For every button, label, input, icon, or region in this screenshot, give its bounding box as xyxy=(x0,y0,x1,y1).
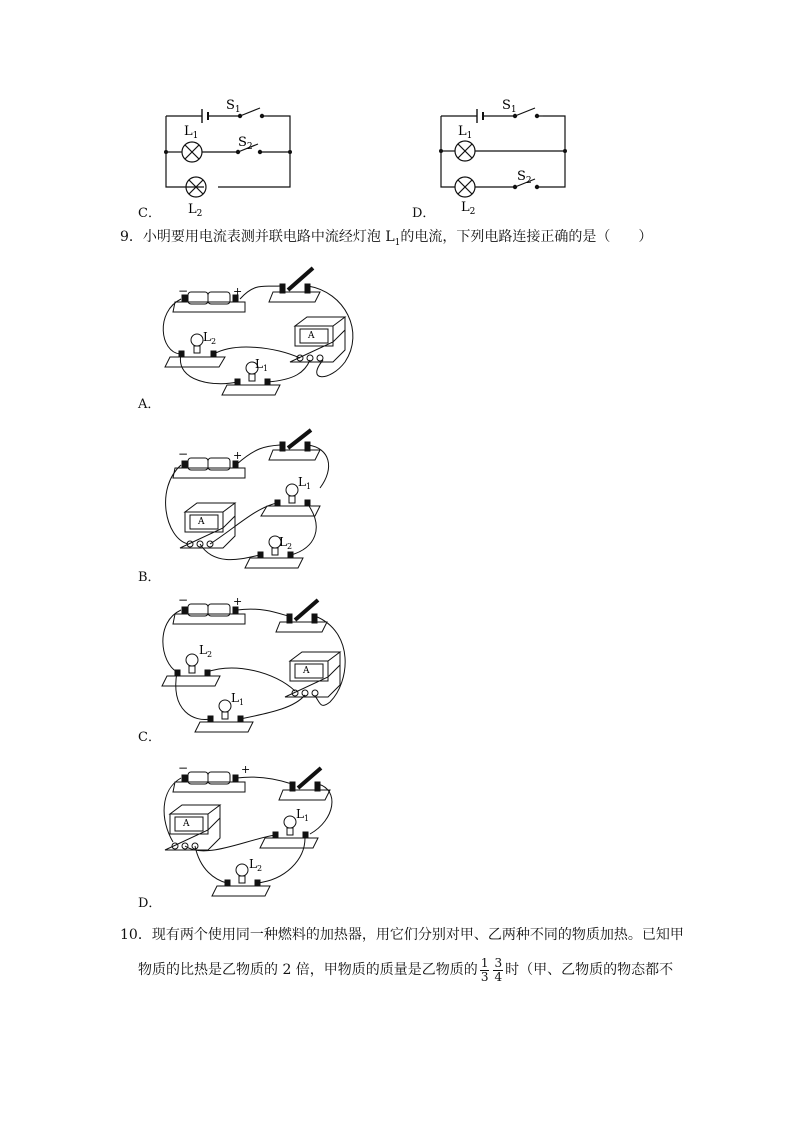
circuit-diagram-c xyxy=(150,95,310,219)
circuit-diagram-d xyxy=(425,95,585,217)
label-s2: $S_2$ xyxy=(238,135,253,152)
q9-option-c-label: C． xyxy=(138,730,161,745)
label-s1: $S_1$ xyxy=(502,98,517,115)
label-l1: $L_1$ xyxy=(231,691,245,707)
question-number: 9． xyxy=(120,229,143,245)
q9-option-a-label: A． xyxy=(138,397,161,412)
svg-text:−: − xyxy=(178,284,189,298)
option-c-label-top: C． xyxy=(138,206,161,221)
label-l1: $L_1$ xyxy=(458,124,473,141)
svg-text:A: A xyxy=(303,666,310,676)
fraction-2: $\frac{3}{4}$ xyxy=(494,955,503,984)
svg-text:A: A xyxy=(183,819,190,829)
svg-text:+: + xyxy=(241,763,251,776)
label-l1: $L_1$ xyxy=(296,807,310,823)
label-l2: $L_2$ xyxy=(461,200,476,217)
label-l1: $L_1$ xyxy=(255,357,269,373)
label-l2: $L_2$ xyxy=(279,535,293,551)
svg-text:−: − xyxy=(178,593,189,607)
label-l1: $L_1$ xyxy=(298,475,312,491)
question-9-stem: 9．小明要用电流表测并联电路中流经灯泡 $L_1$的电流，下列电路连接正确的是（ ） xyxy=(120,229,653,248)
svg-text:−: − xyxy=(178,447,189,461)
question-number: 10． xyxy=(120,927,152,943)
label-s2: $S_2$ xyxy=(517,169,532,186)
q9-figure-c xyxy=(155,592,355,742)
label-l2: $L_2$ xyxy=(188,202,203,219)
q9-figure-d xyxy=(155,760,355,910)
question-10-line-1: 10．现有两个使用同一种燃料的加热器，用它们分别对甲、乙两种不同的物质加热。已知甲 xyxy=(120,927,684,943)
q9-option-d-label: D． xyxy=(138,896,162,911)
question-10-line-2: 物质的比热是乙物质的 2 倍，甲物质的质量是乙物质的 $\frac{1}{3}$ $\frac{3}{4}$ 时（甲、乙物质的物态都不 xyxy=(138,955,674,984)
q9-figure-b xyxy=(155,428,355,578)
label-l2: $L_2$ xyxy=(249,857,263,873)
label-l1: $L_1$ xyxy=(184,124,199,141)
q9-figure-a xyxy=(155,262,355,407)
fraction-1: $\frac{1}{3}$ xyxy=(480,955,489,984)
svg-text:+: + xyxy=(233,285,243,298)
svg-text:+: + xyxy=(233,449,243,462)
label-l2: $L_2$ xyxy=(199,643,213,659)
label-s1: $S_1$ xyxy=(226,98,241,115)
option-d-label-top: D． xyxy=(412,206,436,221)
q9-option-b-label: B． xyxy=(138,570,161,585)
svg-text:+: + xyxy=(233,595,243,608)
svg-text:A: A xyxy=(308,331,315,341)
label-l2: $L_2$ xyxy=(203,330,217,346)
svg-text:−: − xyxy=(178,761,189,775)
svg-text:A: A xyxy=(198,517,205,527)
